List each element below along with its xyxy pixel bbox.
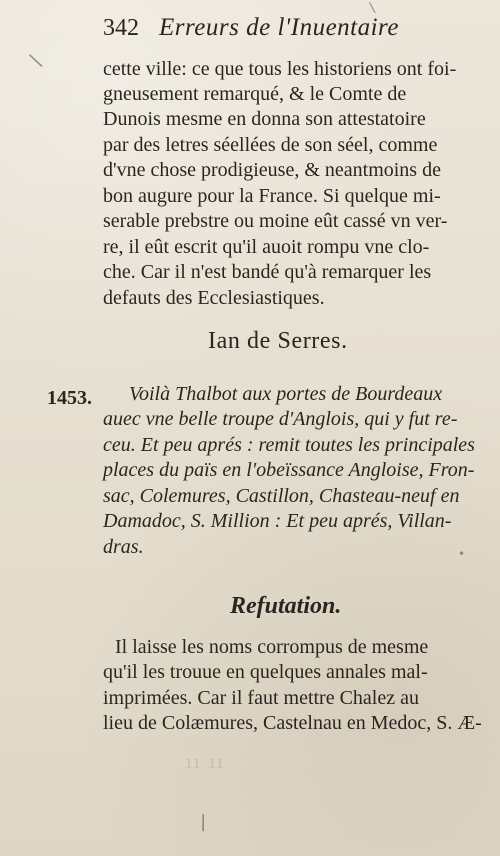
quote-line: dras. xyxy=(103,536,144,558)
body-line: defauts des Ecclesiastiques. xyxy=(103,287,325,309)
quote-line: ceu. Et peu aprés : remit toutes les principales xyxy=(103,434,475,456)
ink-dot-icon: • xyxy=(458,547,466,561)
quote-line: sac, Colemures, Castillon, Chasteau-neuf en xyxy=(103,485,460,507)
refutation-line: qu'il les trouue en quelques annales mal- xyxy=(103,661,428,683)
ink-mark-icon: \ xyxy=(368,0,377,17)
body-line: Dunois mesme en donna son attestatoire xyxy=(103,108,426,130)
page-number: 342 xyxy=(103,15,139,41)
ink-mark-icon: \ xyxy=(196,809,211,835)
quote-line: Voilà Thalbot aux portes de Bourdeaux xyxy=(129,383,443,405)
running-title: Erreurs de l'Inuentaire xyxy=(159,14,399,41)
quote-line: auec vne belle troupe d'Anglois, qui y fut re- xyxy=(103,408,458,430)
year-label: 1453. xyxy=(47,387,92,409)
body-line: gneusement remarqué, & le Comte de xyxy=(103,83,407,105)
quote-line: places du païs en l'obeïssance Angloise, Fron- xyxy=(103,459,475,481)
ink-mark-icon: \ xyxy=(26,47,45,73)
body-line: cette ville: ce que tous les historiens ont foi- xyxy=(103,58,457,80)
refutation-title: Refutation. xyxy=(230,593,342,619)
body-line: bon augure pour la France. Si quelque mi- xyxy=(103,185,441,207)
refutation-line: Il laisse les noms corrompus de mesme xyxy=(115,636,429,658)
refutation-line: imprimées. Car il faut mettre Chalez au xyxy=(103,687,419,709)
refutation-line: lieu de Colæmures, Castelnau en Medoc, S. Æ- xyxy=(103,712,482,734)
body-line: par des letres séellées de son séel, comme xyxy=(103,134,438,156)
body-line: serable prebstre ou moine eût cassé vn ver- xyxy=(103,210,448,232)
page-header xyxy=(103,14,423,44)
quote-line: Damadoc, S. Million : Et peu aprés, Villan- xyxy=(103,510,452,532)
section-title: Ian de Serres. xyxy=(208,328,348,354)
body-line: che. Car il n'est bandé qu'à remarquer les xyxy=(103,261,432,283)
body-line: re, il eût escrit qu'il auoit rompu vne clo- xyxy=(103,236,430,258)
bleed-through-mark: ıı ıı xyxy=(186,752,225,773)
body-line: d'vne chose prodigieuse, & neantmoins de xyxy=(103,159,441,181)
